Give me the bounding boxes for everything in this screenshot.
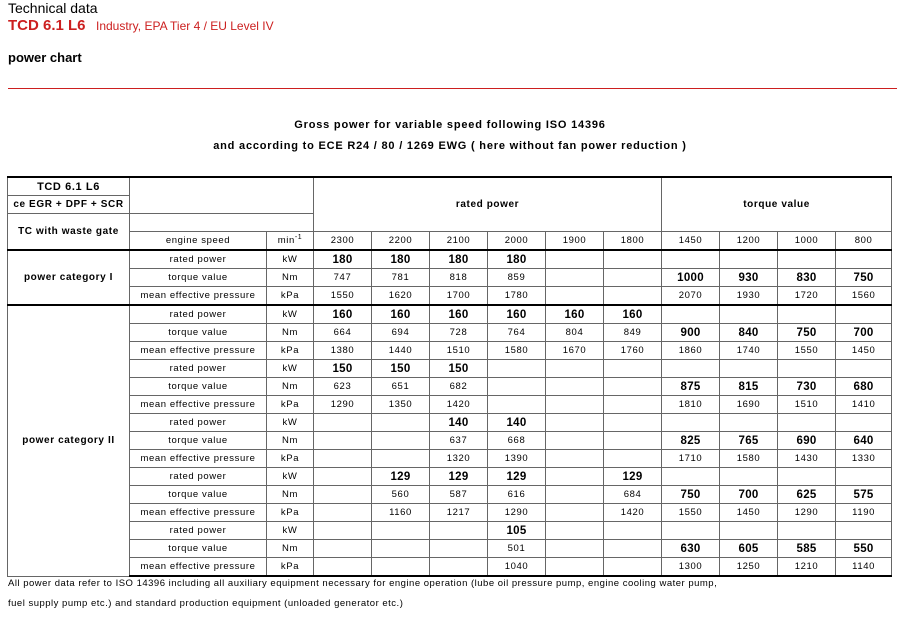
rated-power-value-cell: [546, 468, 604, 486]
rated-power-value-cell: [604, 558, 662, 577]
torque-value-cell: 1550: [778, 342, 836, 360]
rated-power-value-cell: [546, 250, 604, 269]
footnote-line-1: All power data refer to ISO 14396 including all auxiliary equipment necessary for engine operation (lube oil pressure pump, engine cooling water pump,: [8, 578, 718, 589]
rated-power-value-cell: 1780: [488, 287, 546, 306]
rated-power-value-cell: 781: [372, 269, 430, 287]
torque-value-cell: 585: [778, 540, 836, 558]
rated-power-value-cell: 694: [372, 324, 430, 342]
torque-value-cell: 625: [778, 486, 836, 504]
header-divider: [8, 88, 897, 89]
rated-power-value-cell: 1420: [430, 396, 488, 414]
torque-value-cell: 825: [662, 432, 720, 450]
rated-power-value-cell: 160: [546, 305, 604, 324]
table-row: [8, 504, 892, 522]
torque-value-cell: 690: [778, 432, 836, 450]
torque-value-cell: 1190: [836, 504, 892, 522]
header-blank-cell: [130, 214, 314, 232]
rated-power-value-cell: 1760: [604, 342, 662, 360]
rated-speed-header: 1900: [546, 232, 604, 251]
torque-value-cell: 1510: [778, 396, 836, 414]
torque-value-cell: 750: [778, 324, 836, 342]
rated-power-value-cell: [488, 360, 546, 378]
torque-value-cell: 1560: [836, 287, 892, 306]
rated-power-value-cell: 849: [604, 324, 662, 342]
parameter-label: rated power: [130, 250, 267, 269]
rated-power-value-cell: 859: [488, 269, 546, 287]
torque-speed-header: 1450: [662, 232, 720, 251]
rated-power-value-cell: 1290: [488, 504, 546, 522]
rated-power-value-cell: 818: [430, 269, 488, 287]
rated-power-value-cell: [314, 414, 372, 432]
rated-speed-header: 2000: [488, 232, 546, 251]
torque-value-cell: [720, 360, 778, 378]
torque-value-cell: 1000: [662, 269, 720, 287]
rated-power-value-cell: 668: [488, 432, 546, 450]
rated-power-value-cell: 1040: [488, 558, 546, 577]
rated-power-value-cell: 1700: [430, 287, 488, 306]
torque-value-cell: [778, 360, 836, 378]
rated-power-value-cell: [314, 504, 372, 522]
table-row: [8, 450, 892, 468]
parameter-label: mean effective pressure: [130, 396, 267, 414]
rated-power-value-cell: 728: [430, 324, 488, 342]
rated-power-value-cell: 160: [488, 305, 546, 324]
rated-power-value-cell: 1440: [372, 342, 430, 360]
rated-power-value-cell: [372, 522, 430, 540]
rated-power-value-cell: 684: [604, 486, 662, 504]
parameter-label: torque value: [130, 540, 267, 558]
rated-power-value-cell: 180: [488, 250, 546, 269]
rated-power-value-cell: [546, 504, 604, 522]
torque-value-cell: [662, 250, 720, 269]
torque-value-cell: [662, 414, 720, 432]
rated-power-value-cell: [546, 414, 604, 432]
rated-power-value-cell: 160: [372, 305, 430, 324]
table-row: [8, 269, 892, 287]
rated-power-value-cell: [314, 450, 372, 468]
rated-power-value-cell: [604, 396, 662, 414]
rated-power-value-cell: 180: [430, 250, 488, 269]
parameter-label: rated power: [130, 522, 267, 540]
rated-power-value-cell: [372, 414, 430, 432]
rated-power-value-cell: 150: [430, 360, 488, 378]
parameter-label: torque value: [130, 432, 267, 450]
torque-value-cell: 630: [662, 540, 720, 558]
parameter-label: rated power: [130, 468, 267, 486]
unit-label: Nm: [267, 378, 314, 396]
rated-power-value-cell: 160: [314, 305, 372, 324]
table-row: [8, 522, 892, 540]
table-row: [8, 287, 892, 306]
page-title: power chart: [8, 50, 82, 65]
torque-value-cell: [720, 305, 778, 324]
torque-value-cell: 2070: [662, 287, 720, 306]
table-row: [8, 558, 892, 577]
rated-power-value-cell: 1320: [430, 450, 488, 468]
torque-value-cell: 1550: [662, 504, 720, 522]
power-category-label: power category I: [8, 250, 130, 305]
unit-label: Nm: [267, 269, 314, 287]
rated-power-value-cell: [546, 522, 604, 540]
rated-power-value-cell: [604, 360, 662, 378]
parameter-label: mean effective pressure: [130, 287, 267, 306]
rated-speed-header: 2300: [314, 232, 372, 251]
config-line-2: TC with waste gate: [8, 214, 130, 251]
torque-value-cell: 1210: [778, 558, 836, 577]
engine-speed-label: engine speed: [130, 232, 267, 251]
speed-unit-text: min: [277, 235, 295, 247]
rated-power-value-cell: 1290: [314, 396, 372, 414]
torque-value-cell: 1720: [778, 287, 836, 306]
torque-value-cell: 1860: [662, 342, 720, 360]
rated-power-value-cell: 637: [430, 432, 488, 450]
table-row: [8, 378, 892, 396]
rated-power-value-cell: 180: [314, 250, 372, 269]
torque-value-cell: 1690: [720, 396, 778, 414]
torque-value-cell: [778, 468, 836, 486]
rated-power-value-cell: 587: [430, 486, 488, 504]
rated-power-value-cell: [546, 396, 604, 414]
rated-power-value-cell: [604, 287, 662, 306]
product-line: [8, 17, 274, 35]
torque-value-cell: [662, 360, 720, 378]
torque-value-cell: [720, 250, 778, 269]
unit-label: Nm: [267, 486, 314, 504]
torque-value-cell: [720, 414, 778, 432]
rated-speed-header: 2200: [372, 232, 430, 251]
parameter-label: torque value: [130, 269, 267, 287]
table-row: [8, 540, 892, 558]
rated-power-value-cell: 129: [430, 468, 488, 486]
torque-value-cell: [836, 360, 892, 378]
torque-value-cell: [778, 305, 836, 324]
rated-power-value-cell: 1580: [488, 342, 546, 360]
header-blank-cell: [130, 177, 314, 214]
rated-power-value-cell: [546, 540, 604, 558]
rated-power-value-cell: 616: [488, 486, 546, 504]
torque-value-cell: 730: [778, 378, 836, 396]
torque-value-cell: 1710: [662, 450, 720, 468]
config-line-1: ce EGR + DPF + SCR: [8, 196, 130, 214]
unit-label: kPa: [267, 558, 314, 577]
power-category-label: power category II: [8, 305, 130, 576]
rated-power-value-cell: [546, 378, 604, 396]
torque-value-cell: [836, 305, 892, 324]
table-row: [8, 324, 892, 342]
rated-power-value-cell: [604, 378, 662, 396]
rated-power-value-cell: [546, 450, 604, 468]
rated-power-value-cell: [488, 396, 546, 414]
torque-value-cell: 1430: [778, 450, 836, 468]
torque-speed-header: 800: [836, 232, 892, 251]
rated-power-value-cell: [314, 558, 372, 577]
rated-power-value-cell: 160: [430, 305, 488, 324]
torque-value-cell: 1810: [662, 396, 720, 414]
rated-power-value-cell: 804: [546, 324, 604, 342]
rated-power-value-cell: [546, 558, 604, 577]
rated-power-value-cell: [546, 269, 604, 287]
unit-label: kW: [267, 360, 314, 378]
torque-value-cell: [720, 522, 778, 540]
torque-value-cell: 930: [720, 269, 778, 287]
torque-value-cell: [836, 414, 892, 432]
rated-power-value-cell: 129: [488, 468, 546, 486]
rated-power-value-cell: [314, 486, 372, 504]
rated-power-value-cell: 501: [488, 540, 546, 558]
unit-label: Nm: [267, 432, 314, 450]
speed-unit-exponent: -1: [294, 234, 303, 242]
rated-power-value-cell: [604, 269, 662, 287]
rated-power-value-cell: 764: [488, 324, 546, 342]
rated-power-value-cell: 105: [488, 522, 546, 540]
rated-power-value-cell: [372, 432, 430, 450]
rated-power-value-cell: 560: [372, 486, 430, 504]
table-row: [8, 432, 892, 450]
unit-label: Nm: [267, 540, 314, 558]
torque-value-group-header: torque value: [662, 177, 892, 232]
unit-label: kPa: [267, 396, 314, 414]
unit-label: kW: [267, 250, 314, 269]
caption-line-2: and according to ECE R24 / 80 / 1269 EWG ( here without fan power reduction ): [213, 140, 687, 152]
rated-power-value-cell: [430, 522, 488, 540]
table-row: [8, 250, 892, 269]
parameter-label: rated power: [130, 360, 267, 378]
unit-label: kPa: [267, 342, 314, 360]
torque-value-cell: 1300: [662, 558, 720, 577]
technical-data-label: Technical data: [8, 0, 98, 16]
rated-power-value-cell: [488, 378, 546, 396]
rated-power-value-cell: 1217: [430, 504, 488, 522]
torque-value-cell: 815: [720, 378, 778, 396]
rated-power-group-header: rated power: [314, 177, 662, 232]
torque-value-cell: 900: [662, 324, 720, 342]
torque-value-cell: [778, 250, 836, 269]
torque-value-cell: 750: [836, 269, 892, 287]
rated-power-value-cell: [604, 540, 662, 558]
torque-value-cell: [778, 414, 836, 432]
rated-power-value-cell: 129: [372, 468, 430, 486]
caption-line-1: Gross power for variable speed following ISO 14396: [294, 119, 606, 131]
rated-power-value-cell: [314, 540, 372, 558]
torque-value-cell: 840: [720, 324, 778, 342]
torque-value-cell: 680: [836, 378, 892, 396]
torque-value-cell: 1410: [836, 396, 892, 414]
torque-value-cell: 605: [720, 540, 778, 558]
rated-power-value-cell: 1390: [488, 450, 546, 468]
torque-value-cell: [662, 305, 720, 324]
rated-power-value-cell: [546, 432, 604, 450]
unit-label: kW: [267, 522, 314, 540]
parameter-label: mean effective pressure: [130, 342, 267, 360]
emission-standard: Industry, EPA Tier 4 / EU Level IV: [95, 19, 274, 33]
torque-value-cell: 640: [836, 432, 892, 450]
rated-power-value-cell: 150: [314, 360, 372, 378]
torque-speed-header: 1000: [778, 232, 836, 251]
engine-name-cell: TCD 6.1 L6: [8, 177, 130, 196]
torque-value-cell: 1250: [720, 558, 778, 577]
rated-power-value-cell: 180: [372, 250, 430, 269]
torque-value-cell: [662, 468, 720, 486]
table-row: [8, 396, 892, 414]
torque-value-cell: [836, 468, 892, 486]
torque-value-cell: 765: [720, 432, 778, 450]
rated-power-value-cell: 682: [430, 378, 488, 396]
table-row: [8, 360, 892, 378]
rated-power-value-cell: [430, 558, 488, 577]
rated-power-value-cell: 140: [430, 414, 488, 432]
rated-power-value-cell: [546, 360, 604, 378]
footnote-line-2: fuel supply pump etc.) and standard production equipment (unloaded generator etc.): [8, 598, 404, 609]
rated-speed-header: 2100: [430, 232, 488, 251]
torque-value-cell: [836, 250, 892, 269]
torque-value-cell: 1330: [836, 450, 892, 468]
torque-value-cell: 1930: [720, 287, 778, 306]
engine-model: TCD 6.1 L6: [8, 17, 86, 34]
power-chart-table: [7, 176, 892, 577]
rated-power-value-cell: 651: [372, 378, 430, 396]
rated-power-value-cell: 1160: [372, 504, 430, 522]
rated-power-value-cell: 1420: [604, 504, 662, 522]
torque-value-cell: 1450: [836, 342, 892, 360]
torque-value-cell: 550: [836, 540, 892, 558]
rated-power-value-cell: 1550: [314, 287, 372, 306]
rated-power-value-cell: 1510: [430, 342, 488, 360]
parameter-label: torque value: [130, 486, 267, 504]
rated-power-value-cell: 1620: [372, 287, 430, 306]
torque-value-cell: 1450: [720, 504, 778, 522]
parameter-label: mean effective pressure: [130, 450, 267, 468]
parameter-label: mean effective pressure: [130, 558, 267, 577]
parameter-label: rated power: [130, 414, 267, 432]
torque-value-cell: [778, 522, 836, 540]
rated-power-value-cell: 1380: [314, 342, 372, 360]
unit-label: kW: [267, 414, 314, 432]
torque-value-cell: 1290: [778, 504, 836, 522]
torque-value-cell: [836, 522, 892, 540]
table-row: [8, 342, 892, 360]
torque-value-cell: 1140: [836, 558, 892, 577]
parameter-label: torque value: [130, 378, 267, 396]
unit-label: kPa: [267, 504, 314, 522]
torque-value-cell: [720, 468, 778, 486]
rated-power-value-cell: [604, 522, 662, 540]
rated-power-value-cell: [314, 468, 372, 486]
torque-value-cell: 1580: [720, 450, 778, 468]
rated-power-value-cell: [372, 450, 430, 468]
torque-value-cell: 700: [836, 324, 892, 342]
rated-power-value-cell: [604, 414, 662, 432]
torque-value-cell: 1740: [720, 342, 778, 360]
rated-power-value-cell: [604, 250, 662, 269]
unit-label: kW: [267, 305, 314, 324]
torque-value-cell: 875: [662, 378, 720, 396]
unit-label: kPa: [267, 450, 314, 468]
rated-power-value-cell: 129: [604, 468, 662, 486]
torque-speed-header: 1200: [720, 232, 778, 251]
rated-power-value-cell: [546, 486, 604, 504]
rated-power-value-cell: 623: [314, 378, 372, 396]
rated-power-value-cell: 150: [372, 360, 430, 378]
rated-power-value-cell: 1670: [546, 342, 604, 360]
rated-power-value-cell: [372, 540, 430, 558]
torque-value-cell: 830: [778, 269, 836, 287]
parameter-label: torque value: [130, 324, 267, 342]
unit-label: kW: [267, 468, 314, 486]
rated-power-value-cell: [314, 432, 372, 450]
table-row: [8, 468, 892, 486]
torque-value-cell: [662, 522, 720, 540]
rated-power-value-cell: 140: [488, 414, 546, 432]
rated-power-value-cell: 664: [314, 324, 372, 342]
parameter-label: rated power: [130, 305, 267, 324]
rated-power-value-cell: [372, 558, 430, 577]
parameter-label: mean effective pressure: [130, 504, 267, 522]
rated-power-value-cell: [430, 540, 488, 558]
table-row: [8, 305, 892, 324]
rated-power-value-cell: [604, 450, 662, 468]
torque-value-cell: 750: [662, 486, 720, 504]
torque-value-cell: 700: [720, 486, 778, 504]
rated-power-value-cell: 1350: [372, 396, 430, 414]
speed-unit: [267, 232, 314, 251]
table-row: [8, 486, 892, 504]
rated-power-value-cell: 747: [314, 269, 372, 287]
rated-power-value-cell: [546, 287, 604, 306]
unit-label: kPa: [267, 287, 314, 306]
rated-power-value-cell: [604, 432, 662, 450]
unit-label: Nm: [267, 324, 314, 342]
torque-value-cell: 575: [836, 486, 892, 504]
document-header: [8, 0, 274, 65]
rated-power-value-cell: [314, 522, 372, 540]
table-row: [8, 414, 892, 432]
rated-power-value-cell: 160: [604, 305, 662, 324]
rated-speed-header: 1800: [604, 232, 662, 251]
